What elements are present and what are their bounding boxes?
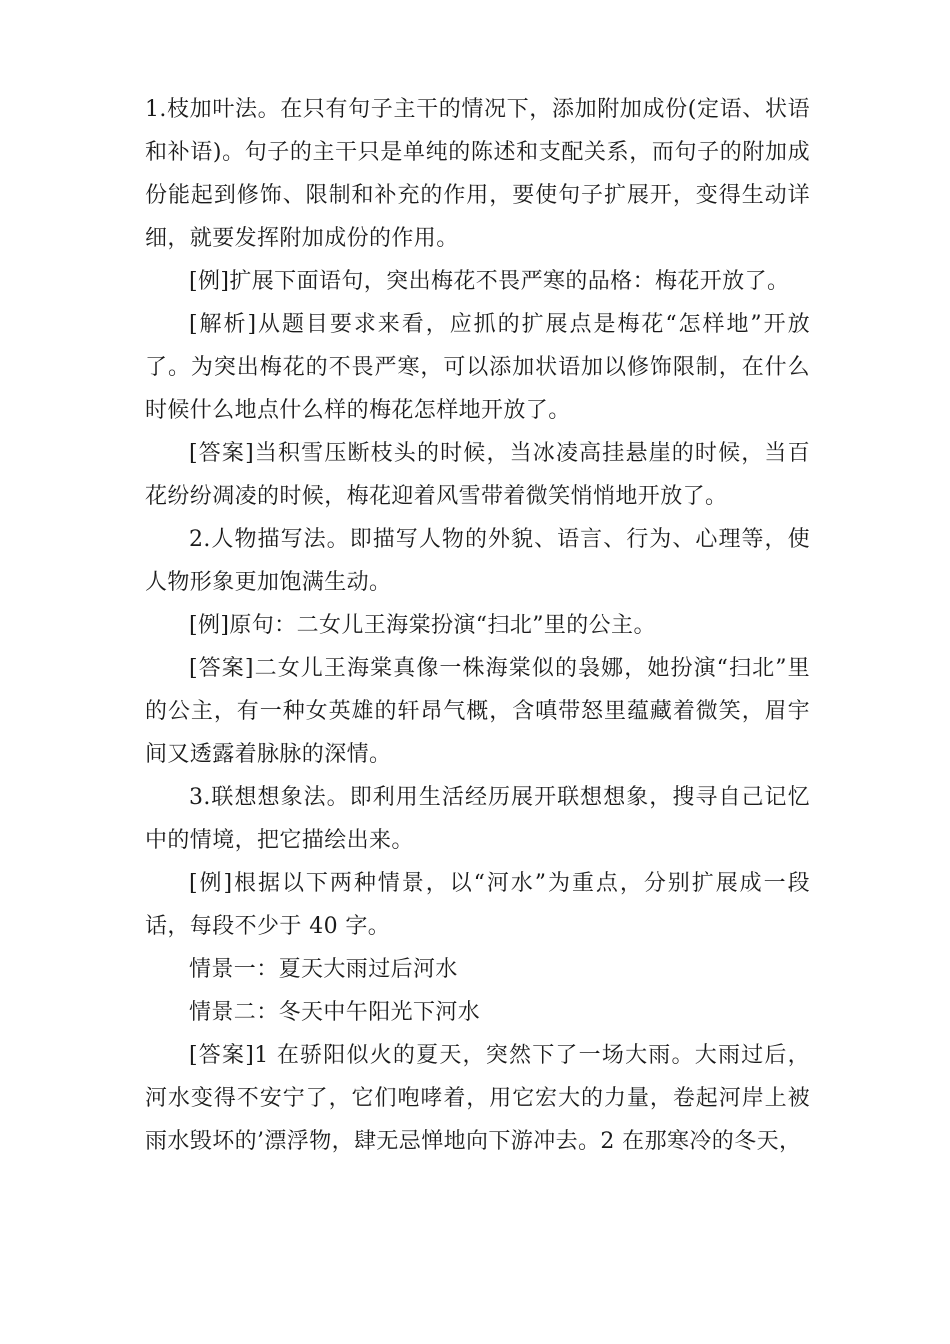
- paragraph-example-3: [例]根据以下两种情景，以“河水”为重点，分别扩展成一段话，每段不少于 40 字。: [145, 871, 810, 939]
- paragraph-method-3: 3.联想想象法。即利用生活经历展开联想想象，搜寻自己记忆中的情境，把它描绘出来。: [145, 785, 810, 853]
- paragraph-analysis-1: [解析]从题目要求来看，应抓的扩展点是梅花“怎样地”开放了。为突出梅花的不畏严寒，可以添加状语加以修饰限制，在什么时候什么地点什么样的梅花怎样地开放了。: [145, 312, 810, 423]
- paragraph-example-2: [例]原句：二女儿王海棠扮演“扫北”里的公主。: [189, 613, 656, 638]
- paragraph-method-2: 2.人物描写法。即描写人物的外貌、语言、行为、心理等，使人物形象更加饱满生动。: [145, 527, 810, 595]
- paragraph-answer-1: [答案]当积雪压断枝头的时候，当冰凌高挂悬崖的时候，当百花纷纷凋凌的时候，梅花迎着风雪带着微笑悄悄地开放了。: [145, 441, 810, 509]
- paragraph-scene-1: 情景一：夏天大雨过后河水: [189, 957, 458, 982]
- document-body: [145, 88, 810, 1163]
- paragraph-method-1: 1.枝加叶法。在只有句子主干的情况下，添加附加成份(定语、状语和补语)。句子的主干只是单纯的陈述和支配关系，而句子的附加成份能起到修饰、限制和补充的作用，要使句子扩展开，变得生动详细，就要发挥附加成份的作用。: [145, 97, 810, 251]
- paragraph-answer-3: [答案]1 在骄阳似火的夏天，突然下了一场大雨。大雨过后，河水变得不安宁了，它们咆哮着，用它宏大的力量，卷起河岸上被雨水毁坏的’漂浮物，肆无忌惮地向下游冲去。2 在那寒冷的冬天，: [145, 1043, 810, 1154]
- paragraph-example-1: [例]扩展下面语句，突出梅花不畏严寒的品格：梅花开放了。: [189, 269, 790, 294]
- paragraph-answer-2: [答案]二女儿王海棠真像一株海棠似的袅娜，她扮演“扫北”里的公主，有一种女英雄的轩昂气概，含嗔带怒里蕴藏着微笑，眉宇间又透露着脉脉的深情。: [145, 656, 810, 767]
- paragraph-scene-2: 情景二：冬天中午阳光下河水: [189, 1000, 481, 1025]
